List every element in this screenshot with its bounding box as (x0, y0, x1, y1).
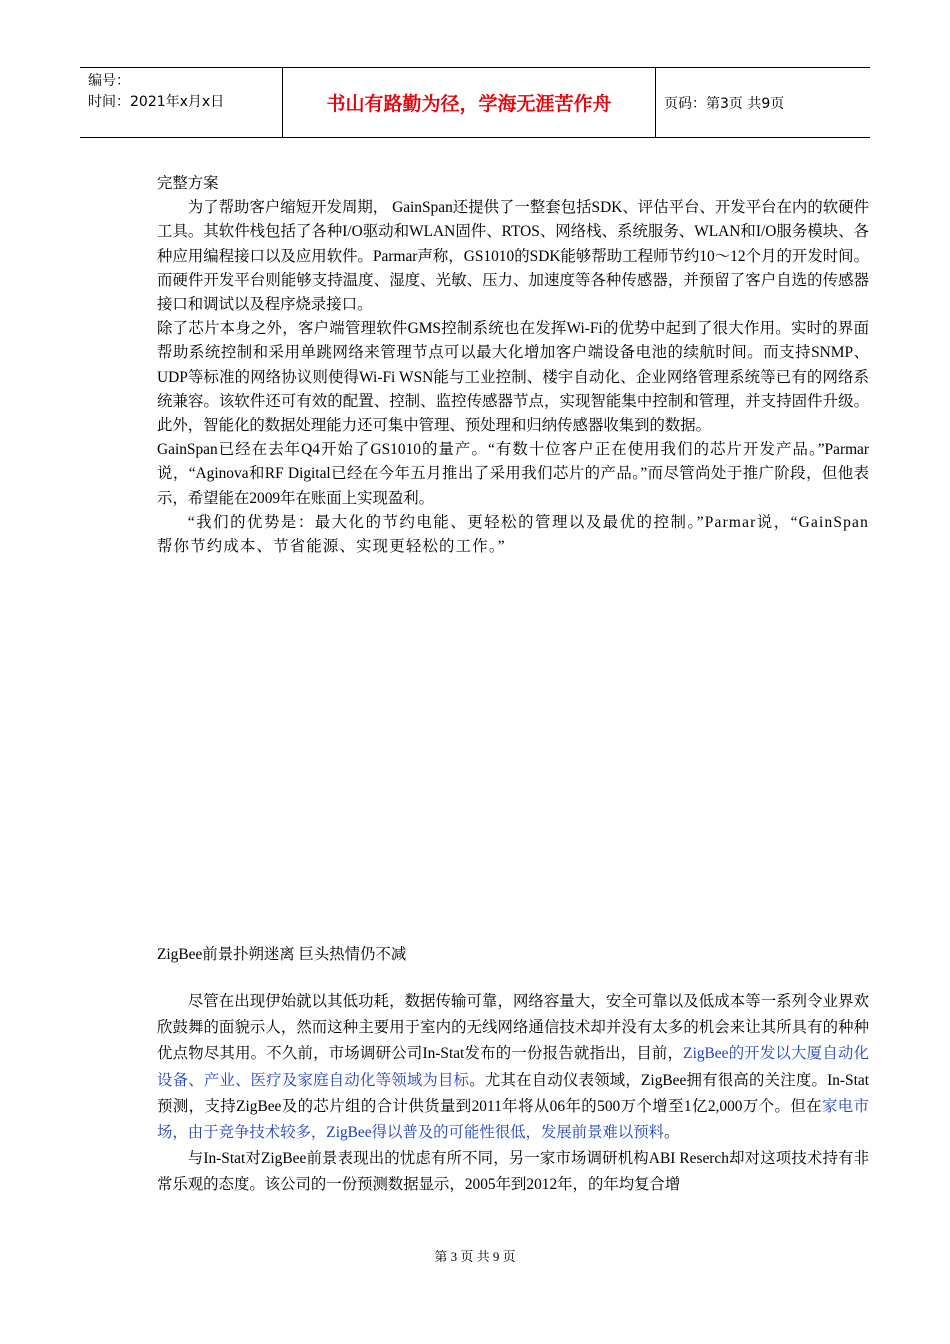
document-number-label: 编号： (88, 73, 130, 89)
highlighted-text: 家电市场，由于竞争技术较多，ZigBee得以普及的可能性很低，发展前景难以预料 (157, 1097, 869, 1142)
paragraph: 与In-Stat对ZigBee前景表现出的忧虑有所不同，另一家市场调研机构ABI Reserch却对这项技术持有非常乐观的态度。该公司的一份预测数据显示，2005年到2012年，的年均复合增 (157, 1150, 869, 1194)
page-header (80, 67, 870, 138)
section-title: 完整方案 (157, 175, 219, 192)
header-page-info: 页码：第3页 共9页 (664, 95, 785, 112)
header-meta-cell (80, 68, 283, 137)
paragraph: “我们的优势是：最大化的节约电能、更轻松的管理以及最优的控制。”Parmar说，“GainSpan帮你节约成本、节省能源、实现更轻松的工作。” (157, 513, 869, 556)
highlighted-text: ZigBee的开发以大厦自动化设备、产业、医疗及家庭自动化等领域为目标 (157, 1045, 870, 1089)
page-footer: 第 3 页 共 9 页 (434, 1249, 516, 1264)
text-run: 尽管在出现伊始就以其低功耗，数据传输可靠，网络容量大，安全可靠以及低成本等一系列令业界欢欣鼓舞的面貌示人，然而这种主要用于室内的无线网络通信技术却并没有太多的机会来让其所具有的种种优点物尽其用。不久前，市场调研公司In-Stat发布的一份报告就指出，目前， (157, 993, 869, 1063)
paragraph: 除了芯片本身之外，客户端管理软件GMS控制系统也在发挥Wi-Fi的优势中起到了很大作用。实时的界面帮助系统控制和采用单跳网络来管理节点可以最大化增加客户端设备电池的续航时间。而支持SNMP、UDP等标准的网络协议则使得Wi-Fi WSN能与工业控制、楼宇自动化、企业网络管理系统等已有的网络系统兼容。该软件还可有效的配置、控制、监控传感器节点，实现智能集中控制和管理，并支持固件升级。此外，智能化的数据处理能力还可集中管理、预处理和归纳传感器收集到的数据。 (157, 320, 869, 435)
section-title-zigbee: ZigBee前景扑朔迷离 巨头热情仍不减 (157, 946, 407, 963)
text-run: 。 (664, 1124, 680, 1142)
section-complete-solution (157, 172, 869, 559)
paragraph: GainSpan已经在去年Q4开始了GS1010的量产。“有数十位客户正在使用我们的芯片开发产品。”Parmar说，“Aginova和RF Digital已经在今年五月推出了采用我们芯片的产品。”而尽管尚处于推广阶段，但他表示，希望能在2009年在账面上实现盈利。 (157, 441, 869, 507)
section-zigbee (157, 989, 869, 1199)
paragraph: 为了帮助客户缩短开发周期， GainSpan还提供了一整套包括SDK、评估平台、开发平台在内的软硬件工具。其软件栈包括了各种I/O驱动和WLAN固件、RTOS、网络栈、系统服务、WLAN和I/O服务模块、各种应用编程接口以及应用软件。Parmar声称，GS1010的SDK能够帮助工程师节约10～12个月的开发时间。而硬件开发平台则能够支持温度、湿度、光敏、压力、加速度等各种传感器，并预留了客户自选的传感器接口和调试以及程序烧录接口。 (157, 199, 869, 314)
text-run: 。尤其在自动仪表领域，ZigBee拥有很高的关注度。In-Stat预测，支持ZigBee及的芯片组的合计供货量到2011年将从06年的500万个增至1亿2,000万个。但在 (157, 1071, 869, 1115)
document-time-label: 时间：2021年x月x日 (88, 94, 225, 110)
paragraph (157, 989, 869, 1146)
header-motto: 书山有路勤为径，学海无涯苦作舟 (283, 68, 656, 137)
